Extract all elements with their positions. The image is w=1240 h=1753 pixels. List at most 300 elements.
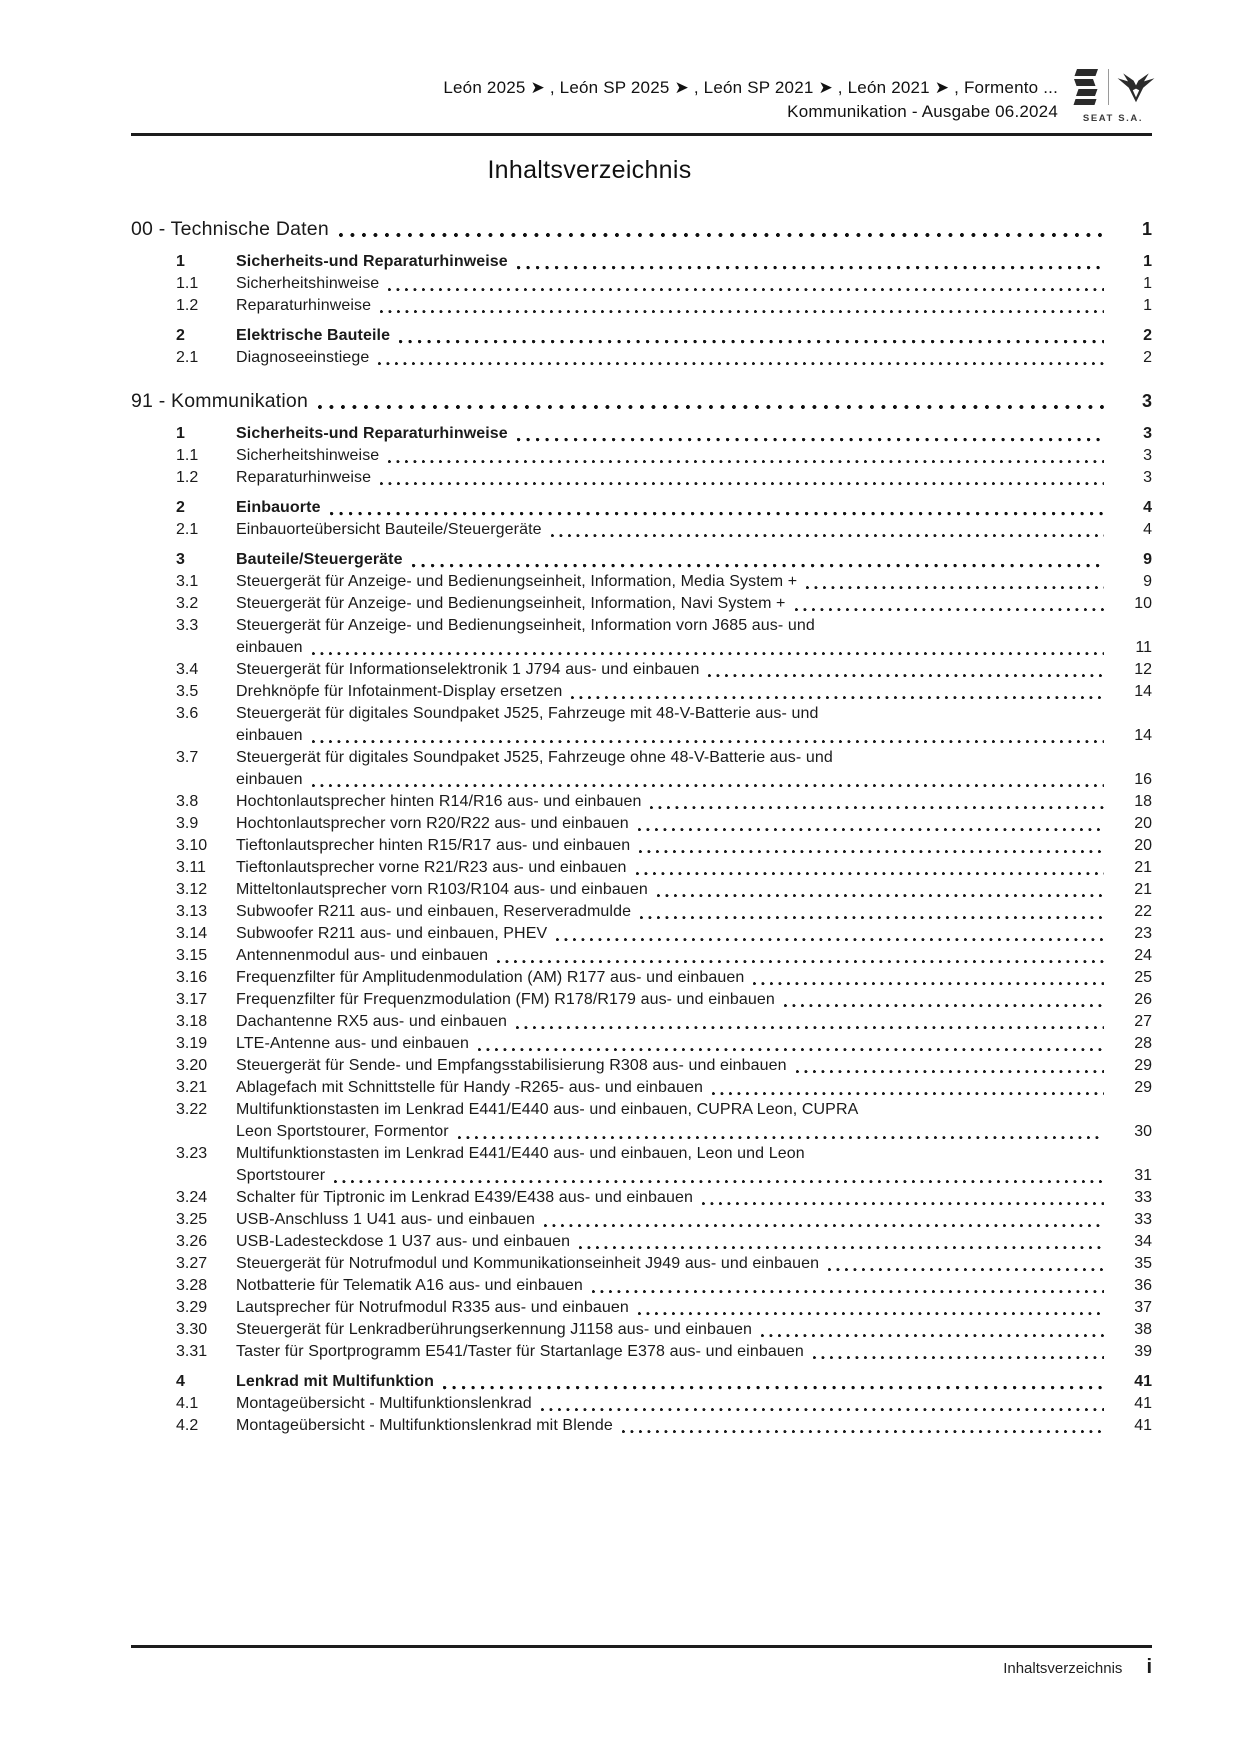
- toc-entry-row: [131, 519, 1152, 541]
- toc-entry-number: 3.10: [176, 837, 208, 854]
- brand-logos: [1071, 66, 1156, 108]
- toc-entry-page: 35: [1134, 1255, 1152, 1272]
- toc-entry-number: 1.2: [176, 469, 199, 486]
- toc-entry-page: 21: [1134, 859, 1152, 876]
- toc-entry-row: [131, 1143, 1152, 1165]
- toc-entry-row: [131, 1055, 1152, 1077]
- toc-entry-number: 2.1: [176, 349, 199, 366]
- toc-entry: [131, 945, 1152, 967]
- toc-entry-page: 41: [1134, 1395, 1152, 1412]
- toc-entry-number: 3.9: [176, 815, 199, 832]
- dot-leader: [334, 1179, 1104, 1184]
- dot-leader: [761, 1333, 1104, 1338]
- toc-entry-page: 3: [1143, 469, 1152, 486]
- toc-entry: [131, 1297, 1152, 1319]
- toc-entry-number: 4.2: [176, 1417, 199, 1434]
- dot-leader: [388, 459, 1104, 464]
- toc-entry: [131, 273, 1152, 295]
- dot-leader: [753, 981, 1104, 986]
- toc-entry-number: 3.8: [176, 793, 199, 810]
- toc-entry-row: [131, 1415, 1152, 1437]
- toc-entry-title: Steuergerät für Anzeige- und Bedienungseinheit, Information vorn J685 aus- und: [236, 617, 815, 634]
- toc-entry-row: [131, 445, 1152, 467]
- toc-entry-title: Einbauorteübersicht Bauteile/Steuergeräte: [236, 521, 542, 538]
- toc-entry-title: Sportstourer: [236, 1167, 326, 1184]
- dot-leader: [806, 585, 1104, 590]
- toc-entry-page: 14: [1134, 683, 1152, 700]
- toc-entry-number: 2: [176, 499, 185, 516]
- footer-label: Inhaltsverzeichnis: [1003, 1660, 1123, 1677]
- header-subtitle-line: Kommunikation - Ausgabe 06.2024: [787, 102, 1058, 121]
- toc-entry-row: [131, 347, 1152, 369]
- dot-leader: [330, 511, 1104, 516]
- toc-entry-page: 1: [1143, 297, 1152, 314]
- toc-entry-title: Steuergerät für Lenkradberührungserkennung J1158 aus- und einbauen: [236, 1321, 753, 1338]
- dot-leader: [556, 937, 1104, 942]
- toc-entry-page: 27: [1134, 1013, 1152, 1030]
- toc-entry-row: [131, 1341, 1152, 1363]
- dot-leader: [638, 827, 1104, 832]
- toc-entry: [131, 497, 1152, 519]
- toc-entry: [131, 1209, 1152, 1231]
- toc-entry-row: [131, 923, 1152, 945]
- toc-entry: [131, 1055, 1152, 1077]
- toc-entry-title: Tieftonlautsprecher vorne R21/R23 aus- und einbauen: [236, 859, 627, 876]
- toc-entry-page: 37: [1134, 1299, 1152, 1316]
- toc-entry-number: 3.29: [176, 1299, 208, 1316]
- toc-entry-number: 3.27: [176, 1255, 208, 1272]
- dot-leader: [378, 361, 1104, 366]
- dot-leader: [497, 959, 1104, 964]
- toc-entry-page: 12: [1134, 661, 1152, 678]
- toc-entry-row: [131, 325, 1152, 347]
- toc-entry-row: [131, 1011, 1152, 1033]
- toc-entry-title: Steuergerät für digitales Soundpaket J525, Fahrzeuge mit 48-V-Batterie aus- und: [236, 705, 819, 722]
- dot-leader: [412, 563, 1104, 568]
- toc-entry: [131, 519, 1152, 541]
- toc-entry-number: 3.11: [176, 859, 206, 876]
- dot-leader: [478, 1047, 1104, 1052]
- toc-entry-title: Mitteltonlautsprecher vorn R103/R104 aus- und einbauen: [236, 881, 648, 898]
- toc-entry-page: 25: [1134, 969, 1152, 986]
- header-models-line: León 2025 ➤ , León SP 2025 ➤ , León SP 2021 ➤ , León 2021 ➤ , Formento ...: [443, 78, 1058, 97]
- dot-leader: [813, 1355, 1104, 1360]
- toc-entry-page: 4: [1143, 499, 1152, 516]
- toc-entry-row: [131, 681, 1152, 703]
- toc-entry-page: 18: [1134, 793, 1152, 810]
- toc-entry-page: 38: [1134, 1321, 1152, 1338]
- toc-entry: [131, 747, 1152, 791]
- dot-leader: [784, 1003, 1104, 1008]
- dot-leader: [551, 533, 1104, 538]
- toc-entry-page: 14: [1134, 727, 1152, 744]
- toc-entry-row: [131, 725, 1152, 747]
- toc-entry-row: [131, 769, 1152, 791]
- toc-entry-number: 3.28: [176, 1277, 208, 1294]
- toc-entry-row: [131, 1121, 1152, 1143]
- toc-entry-row: [131, 593, 1152, 615]
- toc-entry-number: 3: [176, 551, 185, 568]
- header-text-block: [443, 76, 1058, 124]
- toc-entry-title: Schalter für Tiptronic im Lenkrad E439/E438 aus- und einbauen: [236, 1189, 694, 1206]
- dot-leader: [312, 783, 1104, 788]
- toc-entry-row: [131, 1099, 1152, 1121]
- toc-entry: [131, 923, 1152, 945]
- dot-leader: [312, 739, 1104, 744]
- toc-entry-page: 21: [1134, 881, 1152, 898]
- toc-entry-title: Lautsprecher für Notrufmodul R335 aus- und einbauen: [236, 1299, 629, 1316]
- toc-entry-number: 3.30: [176, 1321, 208, 1338]
- toc-entry-title: Diagnoseeinstiege: [236, 349, 370, 366]
- toc-entry-number: 3.12: [176, 881, 208, 898]
- toc-entry-page: 33: [1134, 1189, 1152, 1206]
- page-header: [131, 0, 1152, 124]
- dot-leader: [708, 673, 1104, 678]
- toc-entry-title: Frequenzfilter für Frequenzmodulation (FM) R178/R179 aus- und einbauen: [236, 991, 775, 1008]
- toc-entry-row: [131, 747, 1152, 769]
- toc-entry-number: 3.24: [176, 1189, 208, 1206]
- toc-entry-title: Ablagefach mit Schnittstelle für Handy -R265- aus- und einbauen: [236, 1079, 704, 1096]
- dot-leader: [828, 1267, 1104, 1272]
- toc-entry: [131, 1275, 1152, 1297]
- toc-entry-number: 1.2: [176, 297, 199, 314]
- toc-entry-title: Leon Sportstourer, Formentor: [236, 1123, 449, 1140]
- toc-entry-page: 20: [1134, 837, 1152, 854]
- toc-entry-page: 1: [1143, 253, 1152, 270]
- toc-chapter-title: 00 - Technische Daten: [131, 218, 329, 240]
- toc-entry-page: 2: [1143, 349, 1152, 366]
- toc-entry-title: Steuergerät für Sende- und Empfangsstabilisierung R308 aus- und einbauen: [236, 1057, 787, 1074]
- dot-leader: [650, 805, 1104, 810]
- toc-entry-page: 1: [1143, 275, 1152, 292]
- header-rule: [131, 133, 1152, 136]
- toc-entry: [131, 857, 1152, 879]
- toc-entry-row: [131, 1209, 1152, 1231]
- dot-leader: [380, 481, 1104, 486]
- toc-entry-page: 33: [1134, 1211, 1152, 1228]
- dot-leader: [579, 1245, 1104, 1250]
- dot-leader: [544, 1223, 1104, 1228]
- toc-entry-title: einbauen: [236, 727, 303, 744]
- toc-entry-title: Tieftonlautsprecher hinten R15/R17 aus- und einbauen: [236, 837, 631, 854]
- toc-entry-row: [131, 423, 1152, 445]
- toc-entry: [131, 615, 1152, 659]
- toc-entry: [131, 1415, 1152, 1437]
- dot-leader: [380, 309, 1104, 314]
- toc-entry-title: Einbauorte: [236, 499, 321, 516]
- toc-entry-row: [131, 1393, 1152, 1415]
- toc-entry-number: 3.15: [176, 947, 208, 964]
- toc-entry-number: 1: [176, 425, 185, 442]
- toc-entry-page: 22: [1134, 903, 1152, 920]
- toc-entry-number: 4: [176, 1373, 185, 1390]
- toc-entry-number: 2: [176, 327, 185, 344]
- toc-entry-page: 24: [1134, 947, 1152, 964]
- toc-entry-title: Steuergerät für Notrufmodul und Kommunikationseinheit J949 aus- und einbauen: [236, 1255, 820, 1272]
- toc-entry: [131, 1231, 1152, 1253]
- toc-entry-row: [131, 879, 1152, 901]
- dot-leader: [339, 232, 1104, 238]
- toc-entry-title: Steuergerät für Anzeige- und Bedienungseinheit, Information, Media System +: [236, 573, 798, 590]
- toc-entry: [131, 681, 1152, 703]
- toc-entry-page: 30: [1134, 1123, 1152, 1140]
- toc-entry-row: [131, 295, 1152, 317]
- dot-leader: [517, 437, 1104, 442]
- toc-entry-title: Lenkrad mit Multifunktion: [236, 1373, 435, 1390]
- toc-entry: [131, 879, 1152, 901]
- toc-entry-row: [131, 945, 1152, 967]
- toc-entry: [131, 901, 1152, 923]
- toc-entry-number: 3.5: [176, 683, 199, 700]
- toc-entry-number: 3.4: [176, 661, 199, 678]
- toc-entry-row: [131, 251, 1152, 273]
- toc-entry-row: [131, 1165, 1152, 1187]
- dot-leader: [399, 339, 1104, 344]
- toc-entry-number: 3.7: [176, 749, 199, 766]
- toc-entry-page: 29: [1134, 1057, 1152, 1074]
- toc-entry: [131, 1099, 1152, 1143]
- toc-entry-page: 9: [1143, 573, 1152, 590]
- dot-leader: [636, 871, 1104, 876]
- toc-entry-title: einbauen: [236, 771, 303, 788]
- toc-entry-number: 4.1: [176, 1395, 199, 1412]
- toc-entry: [131, 1187, 1152, 1209]
- toc-entry-page: 3: [1143, 447, 1152, 464]
- toc-entry-number: 3.3: [176, 617, 199, 634]
- toc-entry-title: Hochtonlautsprecher vorn R20/R22 aus- und einbauen: [236, 815, 629, 832]
- toc-entry: [131, 1253, 1152, 1275]
- dot-leader: [517, 265, 1104, 270]
- toc-entry: [131, 703, 1152, 747]
- footer-rule: [131, 1645, 1152, 1648]
- toc-entry-row: [131, 497, 1152, 519]
- toc-entry-number: 1.1: [176, 447, 199, 464]
- toc-entry-title: Hochtonlautsprecher hinten R14/R16 aus- und einbauen: [236, 793, 642, 810]
- toc-entry-row: [131, 615, 1152, 637]
- toc-chapter-title: 91 - Kommunikation: [131, 390, 309, 412]
- toc-entry-row: [131, 1371, 1152, 1393]
- toc-chapter-page: 1: [1141, 219, 1152, 239]
- toc-entry-page: 41: [1134, 1417, 1152, 1434]
- toc-entry-row: [131, 989, 1152, 1011]
- toc-entry-page: 36: [1134, 1277, 1152, 1294]
- toc-entry-title: Montageübersicht - Multifunktionslenkrad mit Blende: [236, 1417, 613, 1434]
- toc-entry-number: 3.25: [176, 1211, 208, 1228]
- toc-entry: [131, 347, 1152, 369]
- toc-entry-title: Notbatterie für Telematik A16 aus- und einbauen: [236, 1277, 583, 1294]
- toc-entry-row: [131, 1033, 1152, 1055]
- dot-leader: [639, 849, 1104, 854]
- toc-entry-title: Steuergerät für Informationselektronik 1 J794 aus- und einbauen: [236, 661, 700, 678]
- toc-entry: [131, 1371, 1152, 1393]
- toc-entry-title: einbauen: [236, 639, 303, 656]
- toc-entry: [131, 835, 1152, 857]
- toc-entry-number: 3.19: [176, 1035, 208, 1052]
- page-footer: [131, 1645, 1152, 1679]
- brand-name: SEAT S.A.: [1082, 113, 1144, 124]
- toc-entry-title: Sicherheitshinweise: [236, 447, 380, 464]
- toc-entry-number: 3.16: [176, 969, 208, 986]
- toc-entry-number: 3.1: [176, 573, 199, 590]
- toc-entry-number: 1: [176, 253, 185, 270]
- toc-entry-title: Steuergerät für digitales Soundpaket J525, Fahrzeuge ohne 48-V-Batterie aus- und: [236, 749, 833, 766]
- toc-entry-number: 3.17: [176, 991, 208, 1008]
- toc-entry-page: 10: [1134, 595, 1152, 612]
- dot-leader: [657, 893, 1104, 898]
- toc-entry-row: [131, 273, 1152, 295]
- dot-leader: [592, 1289, 1104, 1294]
- toc-entry: [131, 1393, 1152, 1415]
- toc-chapter: [131, 389, 1152, 1437]
- dot-leader: [318, 404, 1104, 410]
- toc-entry: [131, 1033, 1152, 1055]
- toc-entry: [131, 989, 1152, 1011]
- toc-entry-row: [131, 549, 1152, 571]
- cupra-logo-icon: [1116, 71, 1156, 103]
- toc-entry-number: 3.23: [176, 1145, 208, 1162]
- toc-entry-row: [131, 1231, 1152, 1253]
- footer-page-number: i: [1146, 1656, 1152, 1678]
- toc-entry-number: 3.31: [176, 1343, 208, 1360]
- toc-entry-number: 1.1: [176, 275, 199, 292]
- toc-entry: [131, 1143, 1152, 1187]
- toc-entry-title: Multifunktionstasten im Lenkrad E441/E440 aus- und einbauen, Leon und Leon: [236, 1145, 805, 1162]
- toc-entry-title: Sicherheits-und Reparaturhinweise: [236, 425, 508, 442]
- toc-entry-title: Reparaturhinweise: [236, 297, 372, 314]
- dot-leader: [541, 1407, 1104, 1412]
- brand-block: [1074, 66, 1152, 124]
- dot-leader: [516, 1025, 1104, 1030]
- logo-divider: [1108, 69, 1109, 105]
- toc-entry-page: 29: [1134, 1079, 1152, 1096]
- dot-leader: [640, 915, 1104, 920]
- toc-chapter-page: 3: [1141, 391, 1152, 411]
- toc-entry: [131, 325, 1152, 347]
- toc-entry-number: 3.2: [176, 595, 199, 612]
- toc-entry-number: 3.21: [176, 1079, 208, 1096]
- toc-entry: [131, 423, 1152, 445]
- toc-entry-page: 28: [1134, 1035, 1152, 1052]
- dot-leader: [388, 287, 1104, 292]
- toc-entry-number: 3.22: [176, 1101, 208, 1118]
- dot-leader: [712, 1091, 1104, 1096]
- toc-entry-page: 39: [1134, 1343, 1152, 1360]
- page-title: Inhaltsverzeichnis: [487, 156, 692, 184]
- toc-entry-page: 26: [1134, 991, 1152, 1008]
- toc-entry-row: [131, 835, 1152, 857]
- toc-entry-number: 3.14: [176, 925, 208, 942]
- toc-entry-row: [131, 791, 1152, 813]
- dot-leader: [622, 1429, 1104, 1434]
- toc-entry-row: [131, 659, 1152, 681]
- toc-entry-page: 31: [1134, 1167, 1152, 1184]
- toc-entry-page: 23: [1134, 925, 1152, 942]
- seat-logo-icon: [1071, 68, 1101, 106]
- toc-entry-title: Sicherheitshinweise: [236, 275, 380, 292]
- toc-entry-number: 3.20: [176, 1057, 208, 1074]
- toc-entry-page: 9: [1143, 551, 1152, 568]
- toc-entry-page: 11: [1135, 639, 1152, 656]
- toc-entry-title: Drehknöpfe für Infotainment-Display ersetzen: [236, 683, 563, 700]
- toc-entry-row: [131, 1275, 1152, 1297]
- toc-entry-row: [131, 467, 1152, 489]
- dot-leader: [571, 695, 1104, 700]
- toc-entry-page: 34: [1134, 1233, 1152, 1250]
- dot-leader: [443, 1385, 1104, 1390]
- toc-entry: [131, 445, 1152, 467]
- table-of-contents: [131, 217, 1152, 1437]
- toc-entry-row: [131, 813, 1152, 835]
- toc-entry: [131, 571, 1152, 593]
- toc-entry-row: [131, 1319, 1152, 1341]
- toc-entry-title: Montageübersicht - Multifunktionslenkrad: [236, 1395, 532, 1412]
- toc-entry-title: LTE-Antenne aus- und einbauen: [236, 1035, 469, 1052]
- toc-entry-row: [131, 571, 1152, 593]
- toc-entry: [131, 467, 1152, 489]
- toc-entry: [131, 659, 1152, 681]
- toc-entry-title: Bauteile/Steuergeräte: [236, 551, 403, 568]
- toc-entry-row: [131, 1297, 1152, 1319]
- toc-entry-title: Reparaturhinweise: [236, 469, 372, 486]
- toc-entry-number: 2.1: [176, 521, 199, 538]
- toc-entry-title: Frequenzfilter für Amplitudenmodulation (AM) R177 aus- und einbauen: [236, 969, 745, 986]
- toc-entry-title: Sicherheits-und Reparaturhinweise: [236, 253, 508, 270]
- dot-leader: [702, 1201, 1104, 1206]
- toc-entry-page: 20: [1134, 815, 1152, 832]
- toc-entry-title: Subwoofer R211 aus- und einbauen, PHEV: [236, 925, 548, 942]
- toc-entry: [131, 549, 1152, 571]
- toc-entry-title: Multifunktionstasten im Lenkrad E441/E440 aus- und einbauen, CUPRA Leon, CUPRA: [236, 1101, 859, 1118]
- toc-entry-title: USB-Anschluss 1 U41 aus- und einbauen: [236, 1211, 535, 1228]
- toc-entry: [131, 593, 1152, 615]
- toc-entry: [131, 813, 1152, 835]
- toc-entry: [131, 1319, 1152, 1341]
- toc-entry-page: 4: [1143, 521, 1152, 538]
- toc-chapter-row: [131, 389, 1152, 414]
- toc-entry-title: Subwoofer R211 aus- und einbauen, Reserveradmulde: [236, 903, 632, 920]
- toc-entry-title: Taster für Sportprogramm E541/Taster für Startanlage E378 aus- und einbauen: [236, 1343, 804, 1360]
- toc-entry-row: [131, 1253, 1152, 1275]
- toc-entry: [131, 791, 1152, 813]
- toc-entry-row: [131, 967, 1152, 989]
- toc-entry-number: 3.18: [176, 1013, 208, 1030]
- toc-entry-title: USB-Ladesteckdose 1 U37 aus- und einbauen: [236, 1233, 571, 1250]
- toc-entry: [131, 1341, 1152, 1363]
- toc-entry-row: [131, 857, 1152, 879]
- dot-leader: [312, 651, 1104, 656]
- toc-entry-page: 16: [1134, 771, 1152, 788]
- toc-entry-number: 3.6: [176, 705, 199, 722]
- dot-leader: [795, 607, 1105, 612]
- toc-entry-row: [131, 901, 1152, 923]
- toc-entry-row: [131, 637, 1152, 659]
- toc-entry-page: 3: [1143, 425, 1152, 442]
- toc-entry: [131, 1011, 1152, 1033]
- toc-entry-row: [131, 1077, 1152, 1099]
- toc-entry-page: 2: [1143, 327, 1152, 344]
- toc-entry-title: Dachantenne RX5 aus- und einbauen: [236, 1013, 508, 1030]
- dot-leader: [638, 1311, 1104, 1316]
- dot-leader: [796, 1069, 1104, 1074]
- toc-entry-title: Antennenmodul aus- und einbauen: [236, 947, 489, 964]
- toc-entry-row: [131, 1187, 1152, 1209]
- toc-entry-title: Elektrische Bauteile: [236, 327, 391, 344]
- toc-entry: [131, 1077, 1152, 1099]
- toc-entry-number: 3.26: [176, 1233, 208, 1250]
- toc-chapter-row: [131, 217, 1152, 242]
- dot-leader: [458, 1135, 1104, 1140]
- toc-entry-page: 41: [1134, 1373, 1152, 1390]
